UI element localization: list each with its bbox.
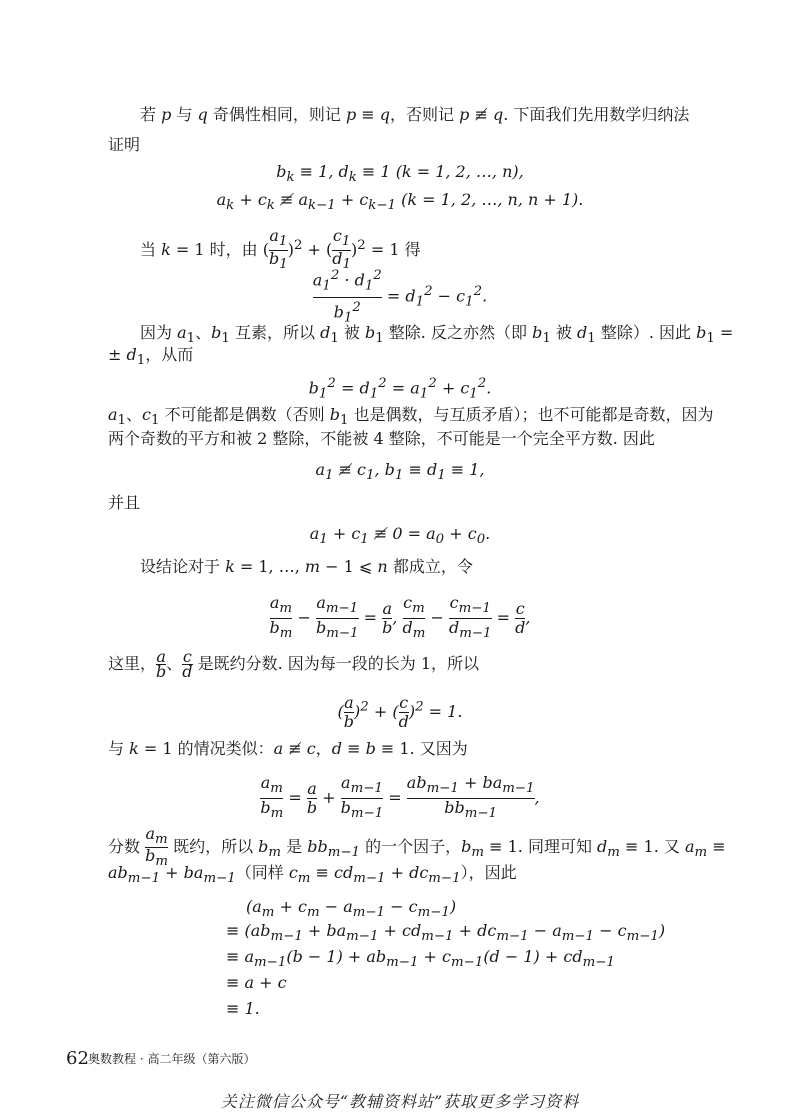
paragraph-text: $ab_{m-1} + ba_{m-1}$（同样 $c_m \equiv cd_{m-1} + dc_{m-1}$），因此 (108, 863, 517, 887)
paragraph-text: $a_1$、$c_1$ 不可能都是偶数（否则 $b_1$ 也是偶数，与互质矛盾）；也不可能都是奇数，因为 (108, 405, 714, 429)
equation-chain-line: ≡ 1. (226, 999, 260, 1018)
paragraph-text: ± $d_1$，从而 (108, 345, 194, 369)
paragraph-text: 与 k = 1 的情况类似：a ≢ c，d ≡ b ≡ 1. 又因为 (108, 739, 468, 758)
paragraph-text: 证明 (108, 135, 141, 154)
equation-chain-line: ≡ $a_{m-1}(b - 1) + ab_{m-1} + c_{m-1}(d - 1) + cd_{m-1}$ (226, 947, 615, 971)
paragraph-text: 分数 $\frac{a_m}{b_m}$ 既约，所以 $b_m$ 是 $bb_{m-1}$ 的一个因子，$b_m \equiv 1$. 同理可知 $d_m \equiv 1$. 又 $a_m$ ≡ (108, 824, 726, 870)
equation: $b_1^2 = d_1^2 = a_1^2 + c_1^2$. (308, 376, 492, 402)
paragraph-text: 若 p 与 q 奇偶性相同，则记 p ≡ q，否则记 p ≢ q. 下面我们先用数学归纳法 (140, 105, 690, 124)
equation: $a_k + c_k$ ≢ $a_{k-1} + c_{k-1}$ (k = 1, 2, …, n, n + 1). (216, 190, 584, 214)
equation: $\frac{a_1^2 \cdot d_1^2}{b_1^2}$ = $d_1^2 - c_1^2$. (312, 268, 488, 326)
equation: $a_1 + c_1$ ≢ $0 = a_0 + c_0$. (309, 524, 491, 548)
paragraph-text: 这里， $\frac{a}{b}$ 、 $\frac{c}{d}$ 是既约分数. 因为每一段的长为 1，所以 (108, 647, 480, 681)
equation: $\frac{a_m}{b_m}$ = $\frac{a}{b}$ + $\frac{a_{m-1}}{b_{m-1}}$ = $ab_{m-1} + ba_{m-1}$ $bb_{m-1}$ , (260, 773, 540, 822)
equation: $\frac{a_m}{b_m}$ − $\frac{a_{m-1}}{b_{m-1}}$ = $\frac{a}{b}$ , $\frac{c_m}{d_m}$ − $\frac{c_{m-1}}{d_{m-1}}$ = $\frac{c}{d}$ , (269, 593, 531, 642)
watermark-text: 关注微信公众号“教辅资料站”获取更多学习资料 (220, 1092, 580, 1111)
page-number: 62 (66, 1048, 89, 1069)
equation: $b_k \equiv 1$, $d_k \equiv 1$ (k = 1, 2, …, n), (276, 162, 524, 186)
equation: $a_1$ ≢ $c_1$, $b_1 \equiv d_1 \equiv 1$, (315, 460, 485, 484)
paragraph-text: 并且 (108, 493, 141, 512)
equation: ( $\frac{a}{b}$ )$^2$ + ( $\frac{c}{d}$ )$^2$ = 1. (337, 693, 463, 731)
paragraph-text: 两个奇数的平方和被 2 整除，不能被 4 整除，不可能是一个完全平方数. 因此 (108, 429, 655, 448)
equation-chain-line: $(a_m + c_m - a_{m-1} - c_{m-1})$ (246, 897, 457, 921)
paragraph-text: 设结论对于 k = 1, …, m − 1 ⩽ n 都成立，令 (140, 557, 473, 576)
paragraph-text: 因为 $a_1$、$b_1$ 互素，所以 $d_1$ 被 $b_1$ 整除. 反之亦然（即 $b_1$ 被 $d_1$ 整除）. 因此 $b_1$ = (140, 323, 734, 347)
book-title: 奥数教程 · 高二年级（第六版） (88, 1052, 256, 1066)
paragraph-text: 当 k = 1 时，由 ( $\frac{a_1}{b_1}$ )$^2$ + ( $\frac{c_1}{d_1}$ )$^2$ = 1 得 (140, 226, 421, 273)
equation-chain-line: ≡ $(ab_{m-1} + ba_{m-1} + cd_{m-1} + dc_{m-1} - a_{m-1} - c_{m-1})$ (226, 921, 666, 945)
equation-chain-line: ≡ a + c (226, 973, 287, 992)
